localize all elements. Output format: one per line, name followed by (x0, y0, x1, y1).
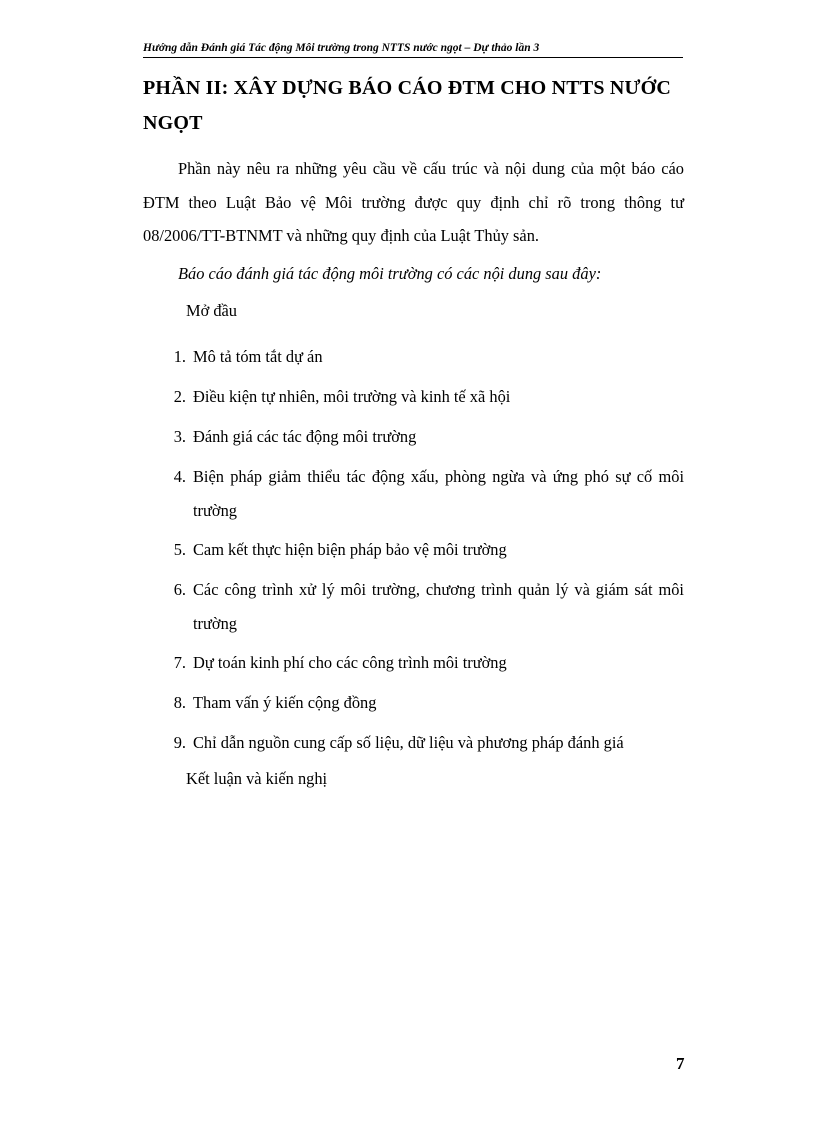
list-item-text: Các công trình xử lý môi trường, chương trình quản lý và giám sát môi trường (193, 580, 684, 633)
list-item-text: Chỉ dẫn nguồn cung cấp số liệu, dữ liệu và phương pháp đánh giá (193, 733, 624, 752)
list-item-text: Điều kiện tự nhiên, môi trường và kinh tế xã hội (193, 387, 511, 406)
list-item (143, 726, 684, 760)
list-item-number: 6. (173, 580, 186, 599)
list-item-number: 9. (173, 733, 186, 752)
list-item (143, 573, 684, 640)
list-item-text: Đánh giá các tác động môi trường (193, 427, 417, 446)
list-item (143, 533, 684, 567)
running-header: Hướng dẫn Đánh giá Tác động Môi trường trong NTTS nước ngọt – Dự thảo lần 3 (143, 42, 683, 58)
list-item (143, 460, 684, 527)
list-item (143, 686, 684, 720)
intro-paragraph: Phần này nêu ra những yêu cầu về cấu trúc và nội dung của một báo cáo ĐTM theo Luật Bảo vệ Môi trường được quy định chỉ rõ trong thông tư 08/2006/TT-BTNMT và những quy định của Luật Thủy sản. (143, 159, 684, 245)
list-item-number: 5. (173, 540, 186, 559)
section-title: PHẦN II: XÂY DỰNG BÁO CÁO ĐTM CHO NTTS NƯỚC NGỌT (143, 77, 672, 134)
list-item-number: 4. (173, 467, 186, 486)
closing-item: Kết luận và kiến nghị (186, 769, 328, 788)
list-item-number: 3. (173, 427, 186, 446)
list-item (143, 420, 684, 454)
list-item-text: Mô tả tóm tắt dự án (193, 347, 323, 366)
list-item-text: Dự toán kinh phí cho các công trình môi trường (193, 653, 507, 672)
opening-item: Mở đầu (186, 301, 238, 320)
list-item-text: Cam kết thực hiện biện pháp bảo vệ môi trường (193, 540, 507, 559)
page-number: 7 (676, 1054, 685, 1073)
list-item-text: Tham vấn ý kiến cộng đồng (193, 693, 377, 712)
list-item (143, 380, 684, 414)
list-item-number: 1. (173, 347, 186, 366)
list-item-text: Biện pháp giảm thiểu tác động xấu, phòng ngừa và ứng phó sự cố môi trường (193, 467, 684, 520)
list-item (143, 646, 684, 680)
list-item-number: 8. (173, 693, 186, 712)
list-item (143, 340, 684, 374)
lead-italic-text: Báo cáo đánh giá tác động môi trường có các nội dung sau đây: (178, 264, 602, 283)
list-item-number: 7. (173, 653, 186, 672)
list-item-number: 2. (173, 387, 186, 406)
